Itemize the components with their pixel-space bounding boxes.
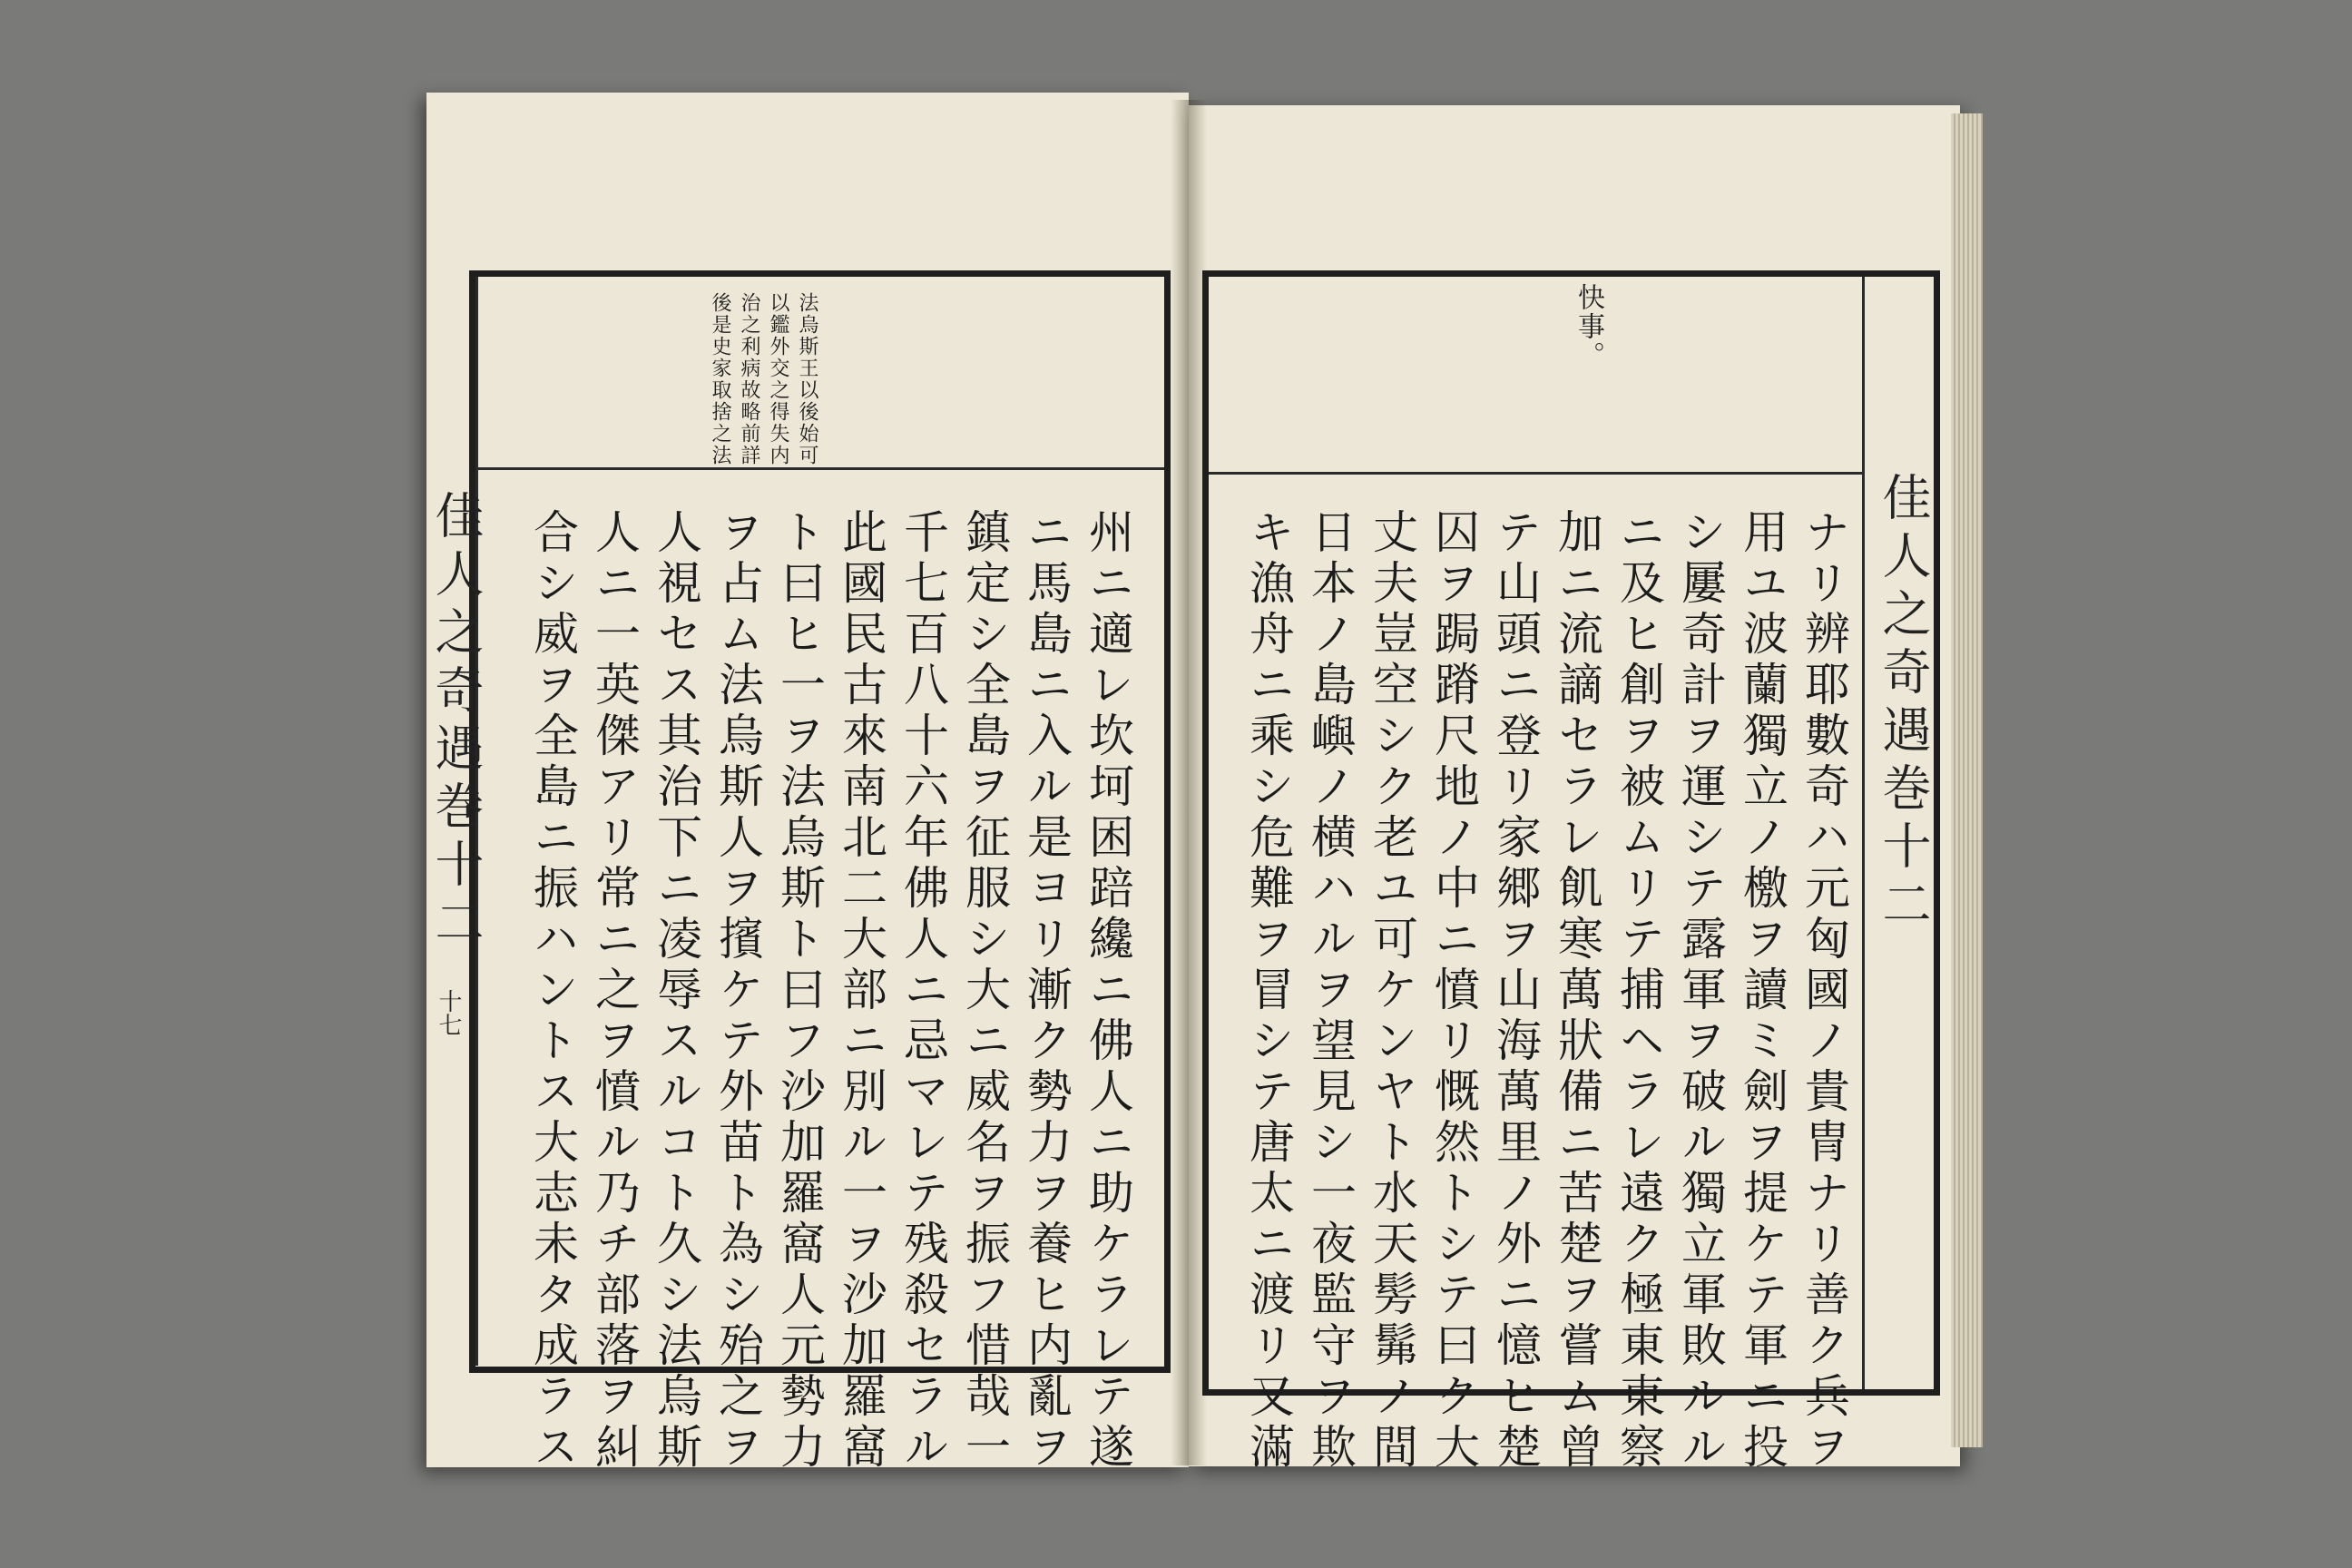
right-body-column-4: ニ及ヒ創ヲ被ムリテ捕ヘラレ遠ク極東東察 xyxy=(1612,508,1665,1474)
right-body-column-5: 加ニ流謫セラレ飢寒萬狀備ニ苦楚ヲ嘗ム曾 xyxy=(1551,508,1603,1474)
left-body-column-10: 合シ威ヲ全島ニ振ハントス大志未タ成ラス xyxy=(526,508,579,1474)
left-body-column-5: 此國民古來南北二大部ニ別ル一ヲ沙加羅窩 xyxy=(835,508,887,1474)
left-headnote-line-2: 以鑑外交之得失内 xyxy=(767,292,789,466)
right-headnote-divider xyxy=(1209,472,1862,475)
left-headnote-divider xyxy=(475,467,1164,470)
left-headnote-line-3: 治之利病故略前詳 xyxy=(738,292,760,466)
left-headnote-line-4: 後是史家取捨之法 xyxy=(709,292,731,466)
left-body-column-9: 人ニ一英傑アリ常ニ之ヲ憤ル乃チ部落ヲ糾 xyxy=(588,508,641,1474)
right-margin-title: 佳人之奇遇巻十二 xyxy=(1875,472,1932,936)
left-body-column-1: 州ニ適レ坎坷困踣纔ニ佛人ニ助ケラレテ遂 xyxy=(1082,508,1134,1474)
left-body-column-7: ヲ占ム法烏斯人ヲ擯ケテ外苗ト為シ殆之ヲ xyxy=(711,508,764,1474)
right-headnote: 快事。 xyxy=(1573,283,1604,370)
right-body-column-9: 日本ノ島嶼ノ横ハルヲ望見シ一夜監守ヲ欺 xyxy=(1304,508,1357,1474)
right-body-column-1: ナリ辨耶數奇ハ元匈國ノ貴冑ナリ善ク兵ヲ xyxy=(1798,508,1850,1474)
right-body-column-7: 囚ヲ跼蹐尺地ノ中ニ憤リ慨然トシテ曰ク大 xyxy=(1427,508,1480,1474)
left-body-column-6: ト曰ヒ一ヲ法烏斯ト曰フ沙加羅窩人元勢力 xyxy=(773,508,826,1474)
left-folio: 十七 xyxy=(435,989,462,1036)
page-edge-stack xyxy=(1951,113,1983,1447)
right-body-column-8: 丈夫豈空シク老ユ可ケンヤト水天髣髴ノ間 xyxy=(1366,508,1418,1474)
right-margin-rule xyxy=(1862,277,1865,1389)
left-body-column-8: 人視セス其治下ニ凌辱スルコト久シ法烏斯 xyxy=(650,508,702,1474)
right-body-column-6: テ山頭ニ登リ家郷ヲ山海萬里ノ外ニ憶ヒ楚 xyxy=(1489,508,1542,1474)
left-headnote-line-1: 法烏斯王以後始可 xyxy=(796,292,818,466)
left-body-column-4: 千七百八十六年佛人ニ忌マレテ残殺セラル xyxy=(897,508,949,1474)
book-gutter xyxy=(1171,100,1207,1465)
left-margin-title: 佳人之奇遇巻十二 xyxy=(427,490,485,955)
right-body-column-2: 用ユ波蘭獨立ノ檄ヲ讀ミ劍ヲ提ケテ軍ニ投 xyxy=(1736,508,1788,1474)
left-body-column-3: 鎮定シ全島ヲ征服シ大ニ威名ヲ振フ惜哉一 xyxy=(958,508,1011,1474)
right-body-column-10: キ漁舟ニ乘シ危難ヲ冒シテ唐太ニ渡リ又滿 xyxy=(1242,508,1295,1474)
left-body-column-2: ニ馬島ニ入ル是ヨリ漸ク勢力ヲ養ヒ内亂ヲ xyxy=(1020,508,1073,1474)
right-body-column-3: シ屢奇計ヲ運シテ露軍ヲ破ル獨立軍敗ルル xyxy=(1674,508,1727,1474)
